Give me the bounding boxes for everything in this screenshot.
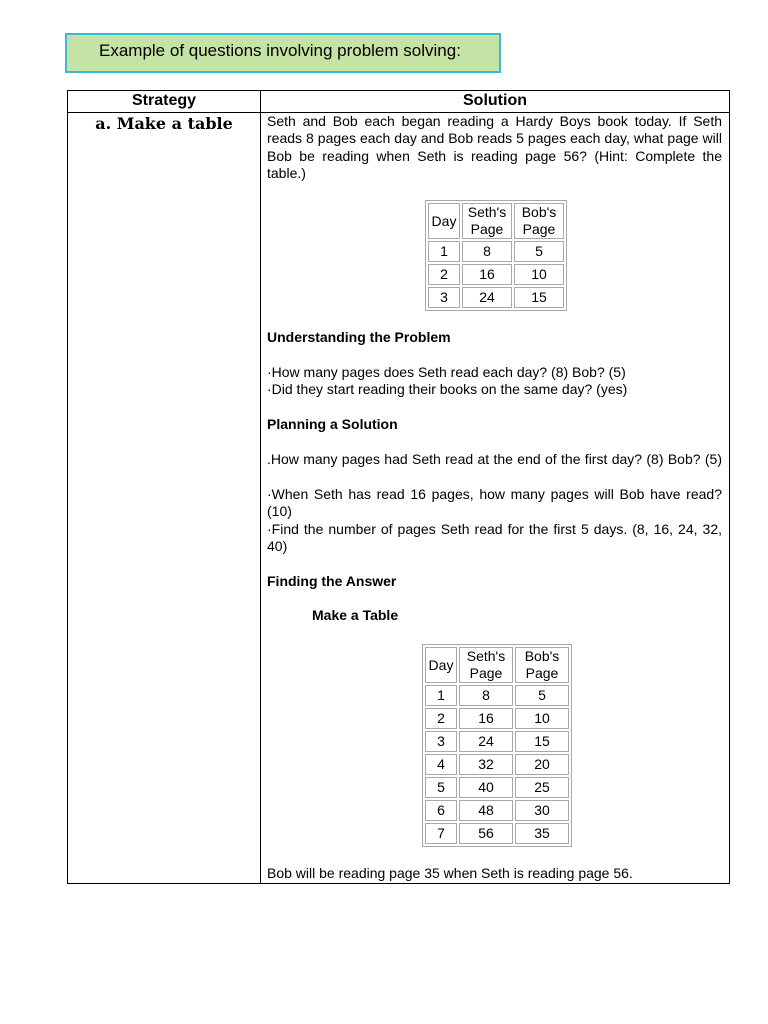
table-row bbox=[425, 685, 569, 706]
table-cell: 48 bbox=[459, 800, 513, 821]
table-cell: 8 bbox=[459, 685, 513, 706]
table-row bbox=[425, 754, 569, 775]
table-cell: 24 bbox=[459, 731, 513, 752]
table-cell: 35 bbox=[515, 823, 569, 844]
table-cell: 4 bbox=[425, 754, 457, 775]
table-header-cell: Day bbox=[425, 647, 457, 683]
understanding-line: ·How many pages does Seth read each day? (8) Bob? (5) bbox=[267, 364, 626, 380]
table-cell: 16 bbox=[459, 708, 513, 729]
planning-question: .How many pages had Seth read at the end of the first day? (8) Bob? (5) bbox=[267, 451, 722, 467]
table-cell: 25 bbox=[515, 777, 569, 798]
table-cell: 30 bbox=[515, 800, 569, 821]
table-row bbox=[425, 777, 569, 798]
table-header-cell: Bob's Page bbox=[515, 647, 569, 683]
table-cell: 10 bbox=[515, 708, 569, 729]
banner-title: Example of questions involving problem solving: bbox=[99, 41, 461, 60]
table-row bbox=[428, 287, 564, 308]
table-cell: 3 bbox=[428, 287, 460, 308]
make-table-subheading: Make a Table bbox=[312, 607, 399, 623]
column-divider bbox=[260, 91, 261, 883]
table-cell: 15 bbox=[515, 731, 569, 752]
table-cell: 20 bbox=[515, 754, 569, 775]
table-cell: 3 bbox=[425, 731, 457, 752]
table-cell: 10 bbox=[514, 264, 564, 285]
table-cell: 5 bbox=[515, 685, 569, 706]
table-row bbox=[425, 708, 569, 729]
table-cell: 5 bbox=[425, 777, 457, 798]
table-cell: 8 bbox=[462, 241, 512, 262]
table-header-row bbox=[428, 203, 564, 239]
table-cell: 32 bbox=[459, 754, 513, 775]
table-row bbox=[425, 823, 569, 844]
answer-table bbox=[422, 644, 572, 847]
table-header-cell: Day bbox=[428, 203, 460, 239]
table-cell: 24 bbox=[462, 287, 512, 308]
table-cell: 5 bbox=[514, 241, 564, 262]
finding-heading: Finding the Answer bbox=[267, 573, 397, 589]
planning-question: ·Find the number of pages Seth read for the first 5 days. (8, 16, 24, 32, 40) bbox=[267, 521, 722, 555]
table-header-cell: Seth's Page bbox=[459, 647, 513, 683]
understanding-heading: Understanding the Problem bbox=[267, 329, 451, 345]
understanding-line: ·Did they start reading their books on the same day? (yes) bbox=[267, 381, 628, 397]
table-cell: 40 bbox=[459, 777, 513, 798]
strategy-label: a. Make a table bbox=[95, 114, 233, 133]
problem-text: Seth and Bob each began reading a Hardy Boys book today. If Seth reads 8 pages each day and Bob reads 5 pages each day, what page will Bob be reading when Seth is reading page 56? (Hint: Complete the table.) bbox=[267, 113, 722, 181]
table-cell: 6 bbox=[425, 800, 457, 821]
table-cell: 15 bbox=[514, 287, 564, 308]
table-cell: 1 bbox=[425, 685, 457, 706]
table-cell: 16 bbox=[462, 264, 512, 285]
title-banner bbox=[65, 33, 501, 73]
table-cell: 7 bbox=[425, 823, 457, 844]
table-header-cell: Seth's Page bbox=[462, 203, 512, 239]
strategy-solution-table bbox=[67, 90, 730, 884]
table-row bbox=[428, 264, 564, 285]
header-strategy: Strategy bbox=[131, 92, 197, 109]
small-table bbox=[425, 200, 567, 311]
table-row bbox=[428, 241, 564, 262]
planning-question: ·When Seth has read 16 pages, how many pages will Bob have read?(10) bbox=[267, 486, 722, 520]
table-cell: 56 bbox=[459, 823, 513, 844]
header-solution: Solution bbox=[463, 92, 527, 109]
table-header-row bbox=[425, 647, 569, 683]
table-row bbox=[425, 731, 569, 752]
table-row bbox=[425, 800, 569, 821]
conclusion-text: Bob will be reading page 35 when Seth is reading page 56. bbox=[267, 865, 633, 881]
table-cell: 1 bbox=[428, 241, 460, 262]
table-header-cell: Bob's Page bbox=[514, 203, 564, 239]
planning-heading: Planning a Solution bbox=[267, 416, 398, 432]
table-cell: 2 bbox=[428, 264, 460, 285]
table-cell: 2 bbox=[425, 708, 457, 729]
